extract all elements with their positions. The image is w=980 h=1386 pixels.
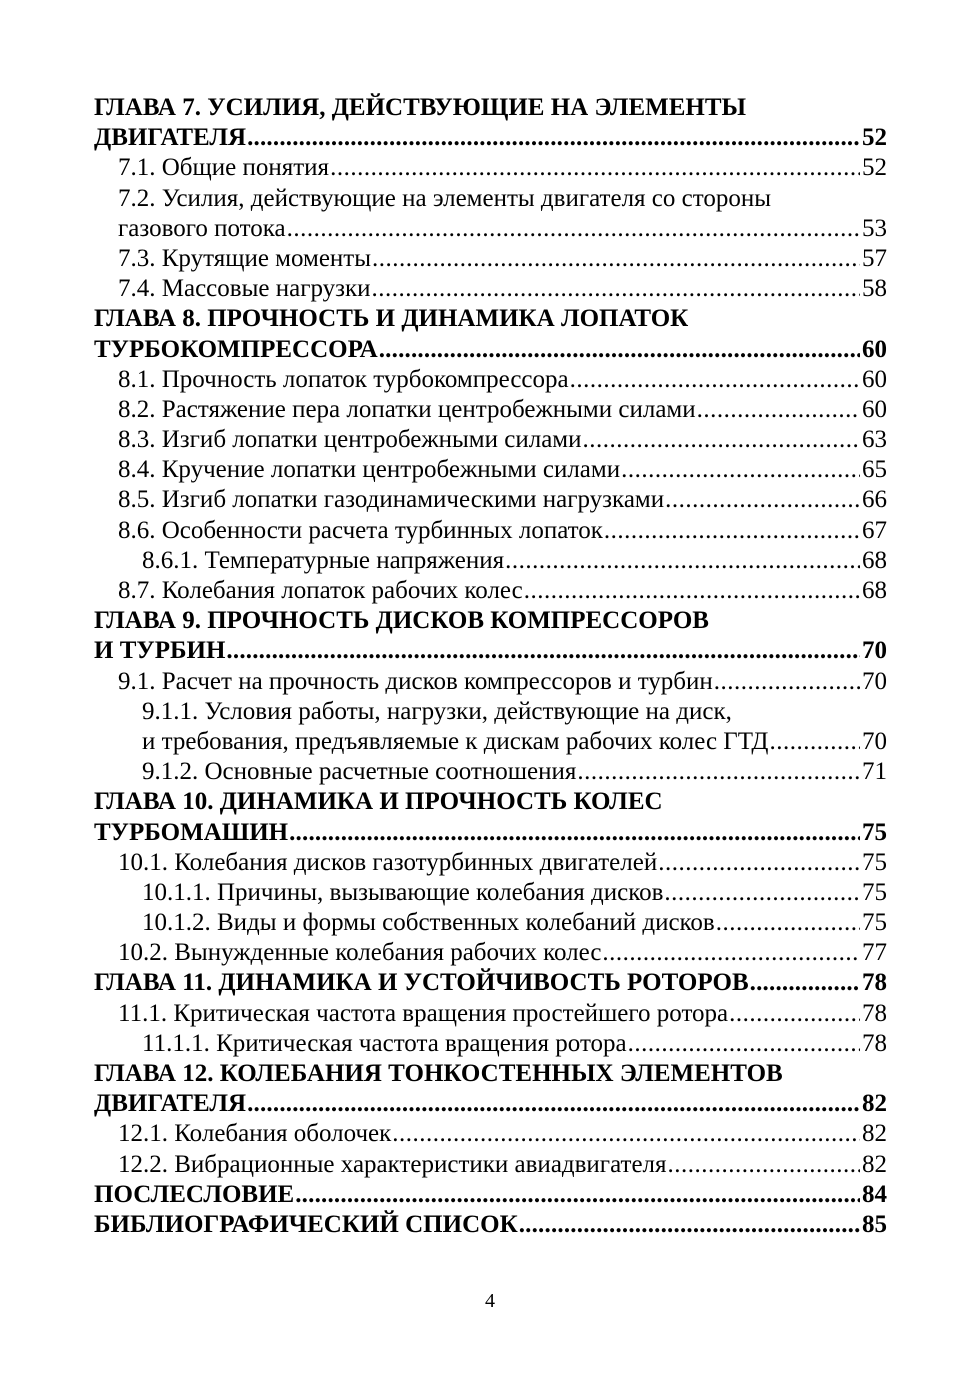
- toc-section-line: [94, 576, 887, 606]
- toc-section-line: [94, 908, 887, 938]
- toc-section-line: [94, 848, 887, 878]
- toc-page-number: 68: [862, 577, 887, 604]
- toc-chapter-line: [94, 335, 887, 365]
- toc-page-number: 75: [862, 818, 887, 846]
- toc-page-number: 52: [862, 124, 887, 152]
- toc-entry-title: 8.3. Изгиб лопатки центробежными силами: [118, 426, 582, 454]
- toc-entry-title: 8.2. Растяжение пера лопатки центробежными силами: [118, 395, 696, 423]
- toc-entry-title: ГЛАВА 9. ПРОЧНОСТЬ ДИСКОВ КОМПРЕССОРОВ: [94, 607, 709, 635]
- toc-chapter-line: [94, 93, 887, 123]
- toc-entry-title: и требования, предъявляемые к дискам рабочих колес ГТД: [142, 727, 769, 755]
- toc-entry-title: ГЛАВА 10. ДИНАМИКА И ПРОЧНОСТЬ КОЛЕС: [94, 788, 663, 816]
- toc-page-number: 52: [862, 154, 887, 182]
- page-number: 4: [485, 1290, 495, 1312]
- toc-section-line: [94, 546, 887, 576]
- toc-dot-leader: [664, 878, 860, 908]
- toc-page-number: 70: [862, 727, 887, 755]
- toc-entry-title: ДВИГАТЕЛЯ: [94, 124, 247, 152]
- toc-page-number: 60: [862, 335, 887, 363]
- toc-entry-title: ТУРБОМАШИН: [94, 818, 289, 846]
- toc-section-line: [94, 214, 887, 244]
- toc-dot-leader: [750, 968, 860, 998]
- toc-section-line: [94, 1029, 887, 1059]
- toc-entry-title: 7.4. Массовые нагрузки: [118, 275, 371, 303]
- toc-dot-leader: [372, 244, 860, 274]
- toc-dot-leader: [524, 576, 860, 606]
- toc-dot-leader: [604, 516, 860, 546]
- toc-page-number: 78: [862, 969, 887, 997]
- toc-dot-leader: [289, 818, 860, 848]
- toc-dot-leader: [577, 757, 860, 787]
- toc-page-number: 77: [862, 939, 887, 967]
- toc-section-line: [94, 274, 887, 304]
- toc-entry-title: ДВИГАТЕЛЯ: [94, 1090, 247, 1118]
- toc-page-number: 78: [862, 999, 887, 1027]
- toc-page-number: 66: [862, 486, 887, 514]
- toc-entry-title: 7.2. Усилия, действующие на элементы двигателя со стороны: [118, 184, 772, 212]
- toc-dot-leader: [330, 153, 860, 183]
- toc-dot-leader: [621, 455, 860, 485]
- toc-entry-title: 11.1. Критическая частота вращения простейшего ротора: [118, 999, 729, 1027]
- toc-entry-title: 10.1.1. Причины, вызывающие колебания дисков: [142, 878, 664, 906]
- toc-chapter-line: [94, 304, 887, 334]
- toc-section-line: [94, 757, 887, 787]
- toc-chapter-line: [94, 818, 887, 848]
- toc-section-line: [94, 455, 887, 485]
- toc-page-number: 71: [862, 758, 887, 786]
- toc-page-number: 60: [862, 395, 887, 423]
- toc-entry-title: 12.2. Вибрационные характеристики авиадвигателя: [118, 1150, 667, 1178]
- toc-chapter-line: [94, 606, 887, 636]
- toc-dot-leader: [697, 395, 860, 425]
- toc-dot-leader: [295, 1180, 860, 1210]
- toc-page-number: 85: [862, 1210, 887, 1238]
- toc-entry-title: 8.6. Особенности расчета турбинных лопаток: [118, 516, 603, 544]
- toc-section-line: [94, 485, 887, 515]
- toc-chapter-line: [94, 1089, 887, 1119]
- toc-entry-title: ТУРБОКОМПРЕССОРА: [94, 335, 378, 363]
- toc-entry-title: 10.2. Вынужденные колебания рабочих колес: [118, 939, 602, 967]
- toc-section-line: [94, 516, 887, 546]
- toc-entry-title: И ТУРБИН: [94, 637, 226, 665]
- toc-dot-leader: [247, 1089, 860, 1119]
- toc-page-number: 57: [862, 244, 887, 272]
- toc-section-line: [94, 697, 887, 727]
- toc-entry-title: 11.1.1. Критическая частота вращения ротора: [142, 1029, 627, 1057]
- toc-chapter-line: [94, 636, 887, 666]
- toc-dot-leader: [668, 1150, 860, 1180]
- toc-entry-title: 10.1.2. Виды и формы собственных колебаний дисков: [142, 909, 715, 937]
- toc-dot-leader: [714, 667, 860, 697]
- toc-page-number: 82: [862, 1090, 887, 1118]
- toc-dot-leader: [716, 908, 860, 938]
- toc-entry-title: 7.1. Общие понятия: [118, 154, 330, 182]
- toc-page-number: 68: [862, 546, 887, 574]
- toc-section-line: [94, 938, 887, 968]
- toc-section-line: [94, 184, 887, 214]
- toc-dot-leader: [392, 1119, 860, 1149]
- toc-dot-leader: [570, 365, 860, 395]
- toc-dot-leader: [505, 546, 860, 576]
- toc-entry-title: ГЛАВА 12. КОЛЕБАНИЯ ТОНКОСТЕННЫХ ЭЛЕМЕНТОВ: [94, 1060, 783, 1087]
- toc-entry-title: 8.6.1. Температурные напряжения: [142, 546, 505, 574]
- toc-page-number: 70: [862, 667, 887, 695]
- toc-dot-leader: [658, 848, 860, 878]
- toc-dot-leader: [602, 938, 860, 968]
- toc-entry-title: 12.1. Колебания оболочек: [118, 1120, 392, 1148]
- toc-entry-title: 8.7. Колебания лопаток рабочих колес: [118, 577, 523, 604]
- toc-chapter-line: [94, 1180, 887, 1210]
- toc-section-line: [94, 395, 887, 425]
- toc-dot-leader: [379, 335, 860, 365]
- toc-entry-title: ГЛАВА 8. ПРОЧНОСТЬ И ДИНАМИКА ЛОПАТОК: [94, 305, 689, 333]
- toc-dot-leader: [583, 425, 860, 455]
- toc-page-number: 65: [862, 456, 887, 484]
- toc-page-number: 70: [862, 637, 887, 665]
- toc-dot-leader: [372, 274, 860, 304]
- toc-entry-title: ГЛАВА 7. УСИЛИЯ, ДЕЙСТВУЮЩИЕ НА ЭЛЕМЕНТЫ: [94, 94, 747, 121]
- toc-section-line: [94, 878, 887, 908]
- toc-section-line: [94, 365, 887, 395]
- toc-page-number: 82: [862, 1120, 887, 1148]
- toc-section-line: [94, 667, 887, 697]
- toc-chapter-line: [94, 123, 887, 153]
- toc-page-number: 60: [862, 365, 887, 393]
- toc-entry-title: 9.1.2. Основные расчетные соотношения: [142, 758, 577, 786]
- toc-entry-title: 8.1. Прочность лопаток турбокомпрессора: [118, 365, 569, 393]
- toc-page-number: 53: [862, 214, 887, 242]
- toc-section-line: [94, 999, 887, 1029]
- toc-chapter-line: [94, 968, 887, 998]
- toc-chapter-line: [94, 787, 887, 817]
- toc-chapter-line: [94, 1059, 887, 1089]
- toc-entry-title: 9.1.1. Условия работы, нагрузки, действующие на диск,: [142, 697, 732, 725]
- toc-entry-title: ПОСЛЕСЛОВИЕ: [94, 1180, 295, 1208]
- toc-dot-leader: [247, 123, 860, 153]
- toc-dot-leader: [287, 214, 860, 244]
- toc-dot-leader: [729, 999, 860, 1029]
- toc-entry-title: БИБЛИОГРАФИЧЕСКИЙ СПИСОК: [94, 1210, 518, 1238]
- table-of-contents: [94, 93, 887, 1240]
- toc-section-line: [94, 1119, 887, 1149]
- toc-page-number: 75: [862, 909, 887, 937]
- toc-dot-leader: [770, 727, 861, 757]
- toc-section-line: [94, 727, 887, 757]
- toc-page-number: 75: [862, 848, 887, 876]
- toc-page-number: 63: [862, 426, 887, 454]
- toc-entry-title: 7.3. Крутящие моменты: [118, 244, 372, 272]
- toc-entry-title: 8.4. Кручение лопатки центробежными силами: [118, 456, 621, 484]
- toc-page-number: 75: [862, 878, 887, 906]
- toc-entry-title: 9.1. Расчет на прочность дисков компрессоров и турбин: [118, 667, 713, 695]
- toc-section-line: [94, 153, 887, 183]
- toc-entry-title: ГЛАВА 11. ДИНАМИКА И УСТОЙЧИВОСТЬ РОТОРОВ: [94, 969, 749, 997]
- toc-dot-leader: [628, 1029, 860, 1059]
- toc-page-number: 58: [862, 275, 887, 303]
- toc-page-number: 82: [862, 1150, 887, 1178]
- toc-section-line: [94, 244, 887, 274]
- toc-section-line: [94, 1150, 887, 1180]
- toc-page-number: 78: [862, 1029, 887, 1057]
- toc-entry-title: газового потока: [118, 214, 286, 242]
- toc-entry-title: 10.1. Колебания дисков газотурбинных двигателей: [118, 848, 658, 876]
- toc-dot-leader: [226, 636, 860, 666]
- toc-dot-leader: [665, 485, 860, 515]
- toc-page-number: 84: [862, 1180, 887, 1208]
- toc-entry-title: 8.5. Изгиб лопатки газодинамическими нагрузками: [118, 486, 665, 514]
- toc-dot-leader: [519, 1210, 860, 1240]
- toc-page-number: 67: [862, 516, 887, 544]
- toc-chapter-line: [94, 1210, 887, 1240]
- toc-section-line: [94, 425, 887, 455]
